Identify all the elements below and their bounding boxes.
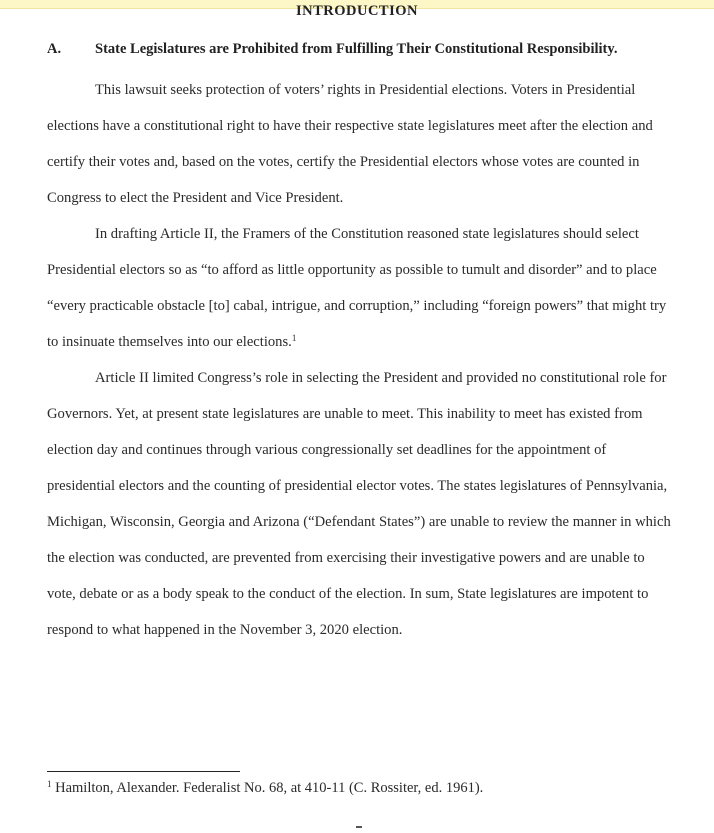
footnote-text: Hamilton, Alexander. Federalist No. 68, at 410-11 (C. Rossiter, ed. 1961). xyxy=(55,780,484,796)
page-marker xyxy=(356,826,362,828)
paragraph-text: This lawsuit seeks protection of voters’ rights in Presidential elections. Voters in Presidential elections have a constitutional right to have their respective state legislatures meet after the election and certify their votes and, based on the votes, certify the Presidential electors whose votes are counted in Congress to elect the President and Vice President. xyxy=(47,82,653,206)
paragraph-text: In drafting Article II, the Framers of the Constitution reasoned state legislatures should select Presidential electors so as “to afford as little opportunity as possible to tumult and disorder” and to place “every practicable obstacle [to] cabal, intrigue, and corruption,” including “foreign powers” that might try to insinuate themselves into our elections. xyxy=(47,226,667,350)
section-title: State Legislatures are Prohibited from Fulfilling Their Constitutional Responsibility. xyxy=(95,41,618,57)
paragraph xyxy=(47,360,672,648)
footnote-number: 1 xyxy=(47,779,52,789)
section-number: A. xyxy=(47,41,62,57)
paragraph xyxy=(47,216,672,360)
paragraph-text: Article II limited Congress’s role in selecting the President and provided no constitutional role for Governors. Yet, at present state legislatures are unable to meet. This inability to meet has existed from election day and continues through various congressionally set deadlines for the appointment of presidential electors and the counting of presidential elector votes. The states legislatures of Pennsylvania, Michigan, Wisconsin, Georgia and Arizona (“Defendant States”) are unable to review the manner in which the election was conducted, are prevented from exercising their investigative powers and are unable to vote, debate or as a body speak to the conduct of the election. In sum, State legislatures are impotent to respond to what happened in the November 3, 2020 election. xyxy=(47,370,671,638)
footnote-reference[interactable]: 1 xyxy=(291,333,297,343)
page-heading: INTRODUCTION xyxy=(295,3,418,19)
footnote-divider xyxy=(47,771,240,772)
paragraph xyxy=(47,72,672,216)
section-heading xyxy=(47,40,687,58)
body-text xyxy=(47,72,672,648)
footnote xyxy=(47,779,687,797)
